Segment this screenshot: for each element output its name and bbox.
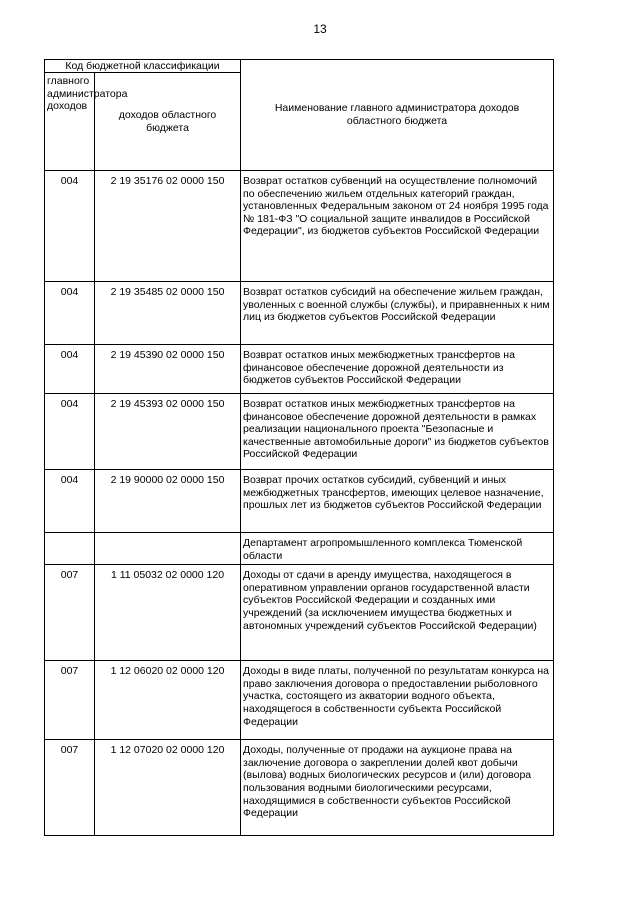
income-code-cell: 2 19 45390 02 0000 150	[95, 345, 241, 394]
income-code-cell	[95, 533, 241, 565]
income-code-cell: 1 12 07020 02 0000 120	[95, 740, 241, 836]
income-name-cell: Возврат прочих остатков субсидий, субвенций и иных межбюджетных трансфертов, имеющих целевое назначение, прошлых лет из бюджетов субъектов Российской Федерации	[241, 470, 554, 533]
table-row	[45, 171, 554, 282]
table-row	[45, 282, 554, 345]
table-row	[45, 661, 554, 740]
income-name-cell: Возврат остатков субсидий на обеспечение жильем граждан, уволенных с военной службы (службы), и приравненных к ним лиц из бюджетов субъектов Российской Федерации	[241, 282, 554, 345]
budget-classification-table	[44, 59, 554, 836]
admin-code-cell: 004	[45, 282, 95, 345]
income-name-cell: Доходы от сдачи в аренду имущества, находящегося в оперативном управлении органов государственной власти субъектов Российской Федерации и созданных ими учреждений (за исключением имущества бюджетных и автономных учреждений субъектов Российской Федерации)	[241, 565, 554, 661]
income-name-cell: Доходы, полученные от продажи на аукционе права на заключение договора о закреплении долей квот добычи (вылова) водных биологических ресурсов и (или) договора пользования водными биологическими ресурсами, находящимися в собственности субъектов Российской Федерации	[241, 740, 554, 836]
table-row	[45, 740, 554, 836]
header-admin-column: главного администратора доходов	[45, 73, 95, 171]
admin-code-cell: 007	[45, 661, 95, 740]
admin-code-cell: 007	[45, 565, 95, 661]
table-row	[45, 394, 554, 470]
income-name-cell: Возврат остатков иных межбюджетных трансфертов на финансовое обеспечение дорожной деятельности в рамках реализации национального проекта "Безопасные и качественные автомобильные дороги" из бюджетов субъектов Российской Федерации	[241, 394, 554, 470]
income-code-cell: 2 19 35176 02 0000 150	[95, 171, 241, 282]
department-heading: Департамент агропромышленного комплекса Тюменской области	[241, 533, 554, 565]
admin-code-cell: 007	[45, 740, 95, 836]
income-name-cell: Возврат остатков иных межбюджетных трансфертов на финансовое обеспечение дорожной деятельности из бюджетов субъектов Российской Федерации	[241, 345, 554, 394]
income-code-cell: 2 19 35485 02 0000 150	[95, 282, 241, 345]
table-row	[45, 565, 554, 661]
admin-code-cell: 004	[45, 470, 95, 533]
admin-code-cell: 004	[45, 345, 95, 394]
income-code-cell: 1 11 05032 02 0000 120	[95, 565, 241, 661]
admin-code-cell: 004	[45, 394, 95, 470]
table-body	[45, 171, 554, 836]
header-income-column: доходов областного бюджета	[95, 73, 241, 171]
admin-code-cell: 004	[45, 171, 95, 282]
table-row	[45, 533, 554, 565]
income-name-cell: Доходы в виде платы, полученной по результатам конкурса на право заключения договора о предоставлении рыболовного участка, состоящего из акватории водного объекта, находящегося в собственности субъекта Российской Федерации	[241, 661, 554, 740]
table-row	[45, 345, 554, 394]
header-row-group	[45, 60, 554, 73]
admin-code-cell	[45, 533, 95, 565]
income-name-cell: Возврат остатков субвенций на осуществление полномочий по обеспечению жильем отдельных категорий граждан, установленных Федеральным законом от 24 ноября 1995 года № 181-ФЗ "О социальной защите инвалидов в Российской Федерации", из бюджетов субъектов Российской Федерации	[241, 171, 554, 282]
header-group-label: Код бюджетной классификации	[45, 60, 241, 73]
header-name-column: Наименование главного администратора доходов областного бюджета	[241, 60, 554, 171]
table-row	[45, 470, 554, 533]
income-code-cell: 2 19 90000 02 0000 150	[95, 470, 241, 533]
page-number: 13	[313, 22, 327, 36]
income-code-cell: 1 12 06020 02 0000 120	[95, 661, 241, 740]
income-code-cell: 2 19 45393 02 0000 150	[95, 394, 241, 470]
